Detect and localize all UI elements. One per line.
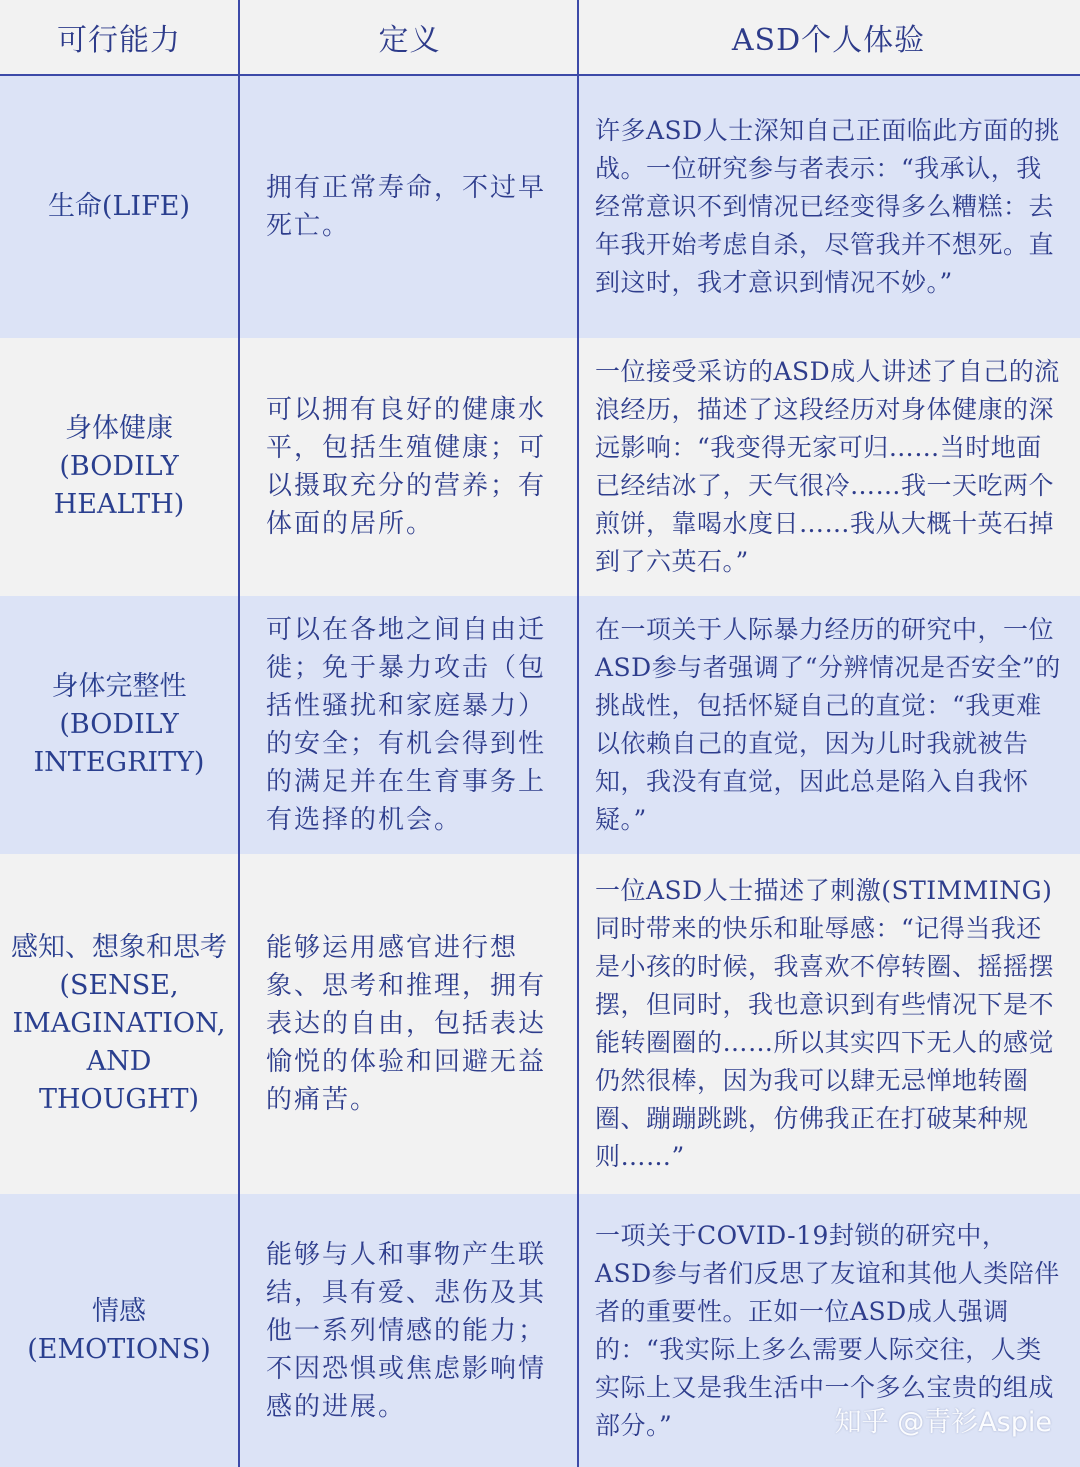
table-row-life-experience (579, 76, 1080, 338)
table-row-sense-experience (579, 854, 1080, 1194)
capability-label: 情感 (EMOTIONS) (27, 1295, 211, 1365)
experience-text: 一位接受采访的ASD成人讲述了自己的流浪经历，描述了这段经历对身体健康的深远影响：“我变得无家可归……当时地面已经结冰了，天气很冷……我一天吃两个煎饼，靠喝水度日……我从大概十英石掉到了六英石。” (595, 357, 1060, 576)
table-row-integrity-experience (579, 596, 1080, 854)
table-row-health-experience (579, 338, 1080, 596)
table-row-integrity-definition (240, 596, 579, 854)
capability-label: 生命(LIFE) (47, 191, 191, 222)
header-capability: 可行能力 (0, 0, 240, 76)
definition-text: 可以拥有良好的健康水平，包括生殖健康；可以摄取充分的营养；有体面的居所。 (266, 395, 547, 539)
definition-text: 拥有正常寿命，不过早死亡。 (266, 173, 547, 241)
definition-text: 能够运用感官进行想象、思考和推理，拥有表达的自由，包括表达愉悦的体验和回避无益的痛苦。 (266, 933, 547, 1115)
definition-text: 可以在各地之间自由迁徙；免于暴力攻击（包括性骚扰和家庭暴力）的安全；有机会得到性的满足并在生育事务上有选择的机会。 (266, 615, 547, 835)
experience-text: 许多ASD人士深知自己正面临此方面的挑战。一位研究参与者表示：“我承认，我经常意识不到情况已经变得多么糟糕：去年我开始考虑自杀，尽管我并不想死。直到这时，我才意识到情况不妙。” (595, 116, 1060, 297)
table-row-sense-capability (0, 854, 240, 1194)
table-row-emotions-capability (0, 1194, 240, 1467)
capability-label: 身体健康 (BODILY HEALTH) (53, 413, 185, 520)
table-row-emotions-definition (240, 1194, 579, 1467)
header-asd-experience: ASD个人体验 (579, 0, 1080, 76)
table-row-sense-definition (240, 854, 579, 1194)
experience-text: 在一项关于人际暴力经历的研究中，一位ASD参与者强调了“分辨情况是否安全”的挑战性，包括怀疑自己的直觉：“我更难以依赖自己的直觉，因为儿时我就被告知，我没有直觉，因此总是陷入自我怀疑。” (595, 615, 1061, 834)
experience-text: 一位ASD人士描述了刺激(STIMMING)同时带来的快乐和耻辱感：“记得当我还是小孩的时候，我喜欢不停转圈、摇摇摆摆，但同时，我也意识到有些情况下是不能转圈圈的……所以其实四下无人的感觉仍然很棒，因为我可以肆无忌惮地转圈圈、蹦蹦跳跳，仿佛我正在打破某种规则……” (595, 876, 1055, 1171)
experience-text: 一项关于COVID-19封锁的研究中，ASD参与者们反思了友谊和其他人类陪伴者的重要性。正如一位ASD成人强调的：“我实际上多么需要人际交往，人类实际上又是我生活中一个多么宝贵的组成部分。” (595, 1220, 1060, 1440)
table-row-life-capability (0, 76, 240, 338)
zhihu-watermark: 知乎 @青衫Aspie (834, 1407, 1052, 1438)
table-row-life-definition (240, 76, 579, 338)
table-row-health-capability (0, 338, 240, 596)
definition-text: 能够与人和事物产生联结，具有爱、悲伤及其他一系列情感的能力；不因恐惧或焦虑影响情感的进展。 (266, 1239, 547, 1422)
table-row-integrity-capability (0, 596, 240, 854)
capability-label: 身体完整性 (BODILY INTEGRITY) (33, 671, 205, 778)
header-definition: 定义 (240, 0, 579, 76)
capability-label: 感知、想象和思考 (SENSE, IMAGINATION, AND THOUGHT) (11, 932, 227, 1115)
table-row-health-definition (240, 338, 579, 596)
